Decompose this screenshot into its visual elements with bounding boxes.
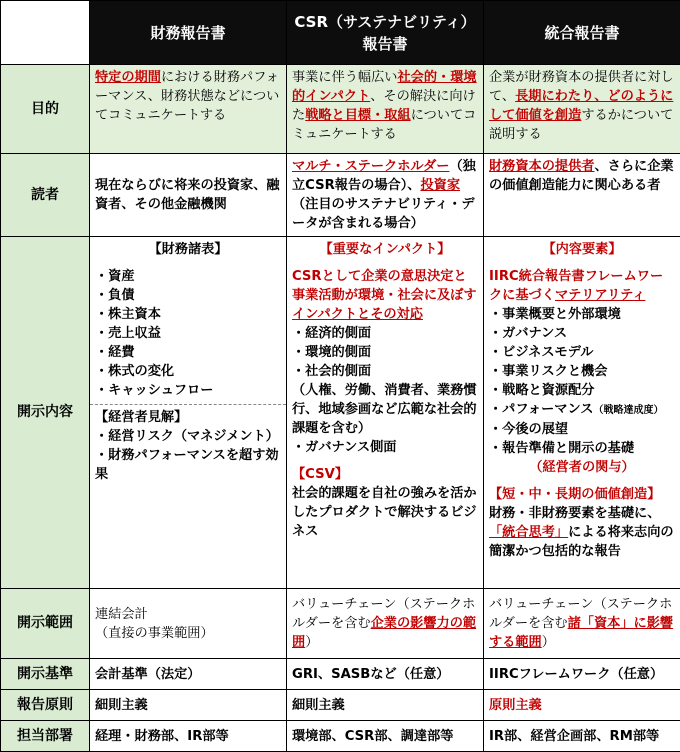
list-item: ・社会的側面 xyxy=(292,362,478,381)
purpose-csr: 事業に伴う幅広い社会的・環境的インパクト、その解決に向けた戦略と目標・取組についてコミュニケートする xyxy=(287,65,484,154)
list-item: ・パフォーマンス（戦略達成度） xyxy=(489,400,675,420)
csv-text: 社会的課題を自社の強みを活かしたプロダクトで解決するビジネス xyxy=(292,484,478,541)
row-purpose xyxy=(1,65,680,154)
list-item: ・経費 xyxy=(95,343,281,362)
list-item: ・ガバナンス側面 xyxy=(292,438,478,457)
row-scope xyxy=(1,589,680,659)
corner-cell xyxy=(1,1,90,65)
section-important-impact: 【重要なインパクト】 xyxy=(292,240,478,259)
header-integrated: 統合報告書 xyxy=(484,1,680,65)
list-item: ・戦略と資源配分 xyxy=(489,381,675,400)
readers-integrated: 財務資本の提供者、さらに企業の価値創造能力に関心ある者 xyxy=(484,154,680,237)
list-item: ・ビジネスモデル xyxy=(489,343,675,362)
list-item: ・売上収益 xyxy=(95,324,281,343)
dept-integrated: IR部、経営企画部、RM部等 xyxy=(484,721,680,752)
list-item: ・事業概要と外部環境 xyxy=(489,305,675,324)
purpose-financial: 特定の期間における財務パフォーマンス、財務状態などについてコミュニケートする xyxy=(90,65,287,154)
content-integrated xyxy=(484,237,680,589)
dept-financial: 経理・財務部、IR部等 xyxy=(90,721,287,752)
standard-financial: 会計基準（法定） xyxy=(90,659,287,690)
list-item: ・資産 xyxy=(95,267,281,286)
list-item: ・環境的側面 xyxy=(292,343,478,362)
integrated-lead: IIRC統合報告書フレームワークに基づくマテリアリティ xyxy=(489,267,675,305)
standard-csr: GRI、SASBなど（任意） xyxy=(287,659,484,690)
list-item: ・経済的側面 xyxy=(292,324,478,343)
content-financial xyxy=(90,237,287,589)
management-involvement: （経営者の関与） xyxy=(489,458,675,477)
dept-csr: 環境部、CSR部、調達部等 xyxy=(287,721,484,752)
list-item: ・キャッシュフロー xyxy=(95,381,281,400)
section-management-view: 【経営者見解】 xyxy=(95,408,281,427)
principle-financial: 細則主義 xyxy=(90,690,287,721)
section-value-creation: 【短・中・長期の価値創造】 xyxy=(489,485,675,504)
list-item: ・財務パフォーマンスを超す効果 xyxy=(95,446,281,484)
list-item: ・報告準備と開示の基礎 xyxy=(489,439,675,458)
section-financial-statements: 【財務諸表】 xyxy=(95,240,281,259)
row-standard xyxy=(1,659,680,690)
list-item: ・事業リスクと機会 xyxy=(489,362,675,381)
purpose-integrated: 企業が財務資本の提供者に対して、長期にわたり、どのようにして価値を創造するかについて説明する xyxy=(484,65,680,154)
csr-lead: CSRとして企業の意思決定と事業活動が環境・社会に及ぼすインパクトとその対応 xyxy=(292,267,478,324)
principle-integrated: 原則主義 xyxy=(484,690,680,721)
row-label-purpose: 目的 xyxy=(1,65,90,154)
header-financial: 財務報告書 xyxy=(90,1,287,65)
row-label-scope: 開示範囲 xyxy=(1,589,90,659)
row-label-content: 開示内容 xyxy=(1,237,90,589)
section-csv: 【CSV】 xyxy=(292,465,478,484)
divider xyxy=(90,404,286,405)
list-item: ・株式の変化 xyxy=(95,362,281,381)
content-csr xyxy=(287,237,484,589)
header-row xyxy=(1,1,680,65)
row-principle xyxy=(1,690,680,721)
csr-social-note: （人権、労働、消費者、業務慣行、地域参画など広範な社会的課題を含む） xyxy=(292,381,478,438)
principle-csr: 細則主義 xyxy=(287,690,484,721)
list-item: ・今後の展望 xyxy=(489,420,675,439)
row-department xyxy=(1,721,680,752)
list-item: ・経営リスク（マネジメント） xyxy=(95,427,281,446)
header-csr: CSR（サステナビリティ） 報告書 xyxy=(287,1,484,65)
row-label-readers: 読者 xyxy=(1,154,90,237)
row-label-standard: 開示基準 xyxy=(1,659,90,690)
list-item: ・ガバナンス xyxy=(489,324,675,343)
value-text: 財務・非財務要素を基礎に、「統合思考」による将来志向の簡潔かつ包括的な報告 xyxy=(489,504,675,561)
row-content xyxy=(1,237,680,589)
section-content-elements: 【内容要素】 xyxy=(489,240,675,259)
scope-csr: バリューチェーン（ステークホルダーを含む企業の影響力の範囲） xyxy=(287,589,484,659)
standard-integrated: IIRCフレームワーク（任意） xyxy=(484,659,680,690)
readers-financial: 現在ならびに将来の投資家、融資者、その他金融機関 xyxy=(90,154,287,237)
list-item: ・株主資本 xyxy=(95,305,281,324)
row-readers xyxy=(1,154,680,237)
row-label-department: 担当部署 xyxy=(1,721,90,752)
scope-integrated: バリューチェーン（ステークホルダーを含む諸「資本」に影響する範囲） xyxy=(484,589,680,659)
scope-financial: 連結会計 （直接の事業範囲） xyxy=(90,589,287,659)
row-label-principle: 報告原則 xyxy=(1,690,90,721)
list-item: ・負債 xyxy=(95,286,281,305)
readers-csr: マルチ・ステークホルダー（独立CSR報告の場合）、投資家（注目のサステナビリティ・データが含まれる場合） xyxy=(287,154,484,237)
